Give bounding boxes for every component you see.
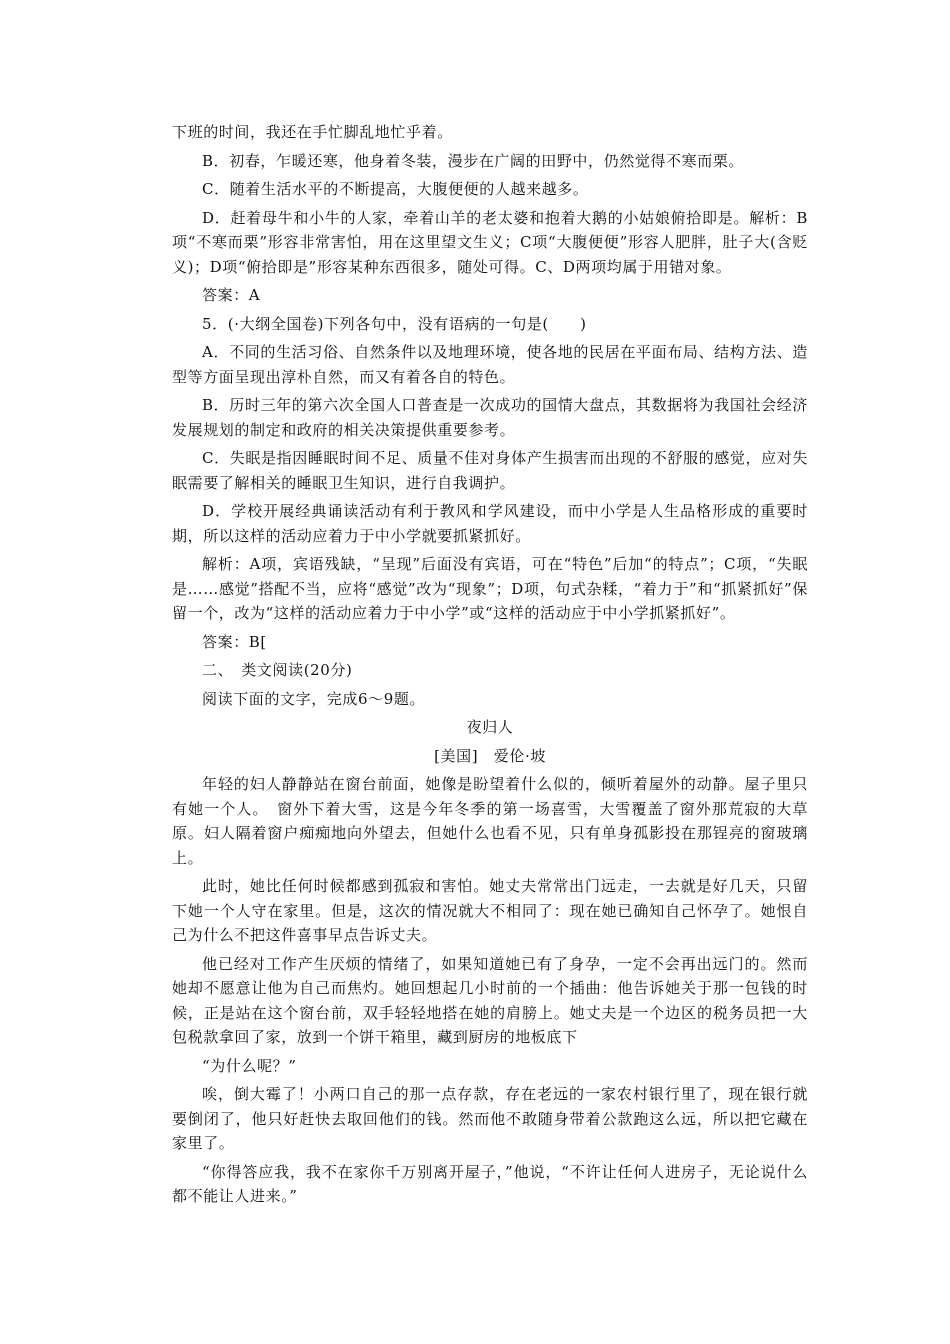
story-paragraph: 他已经对工作产生厌烦的情绪了，如果知道她已有了身孕，一定不会再出远门的。然而她却不愿意让他为自己而焦灼。她回想起几小时前的一个插曲：他告诉她关于那一包钱的时候，正是站在这个窗台前，双手轻轻地搭在她的肩膀上。她丈夫是一个边区的税务员把一大包税款拿回了家，放到一个饼干箱里，藏到厨房的地板底下	[172, 954, 808, 1046]
question5-option-d: D．学校开展经典诵读活动有利于教风和学风建设，而中小学是人生品格形成的重要时期，所以这样的活动应着力于中小学就要抓紧抓好。	[172, 502, 808, 545]
question5-analysis: 解析：A项，宾语残缺，“呈现”后面没有宾语，可在“特色”后加“的特点”；C项，“失眠是……感觉”搭配不当，应将“感觉”改为“现象”；D项，句式杂糅，“着力于”和“抓紧抓好”保留一个，改为“这样的活动应着力于中小学”或“这样的活动应于中小学抓紧抓好”。	[172, 555, 808, 622]
question5-stem: 5．(·大纲全国卷)下列各句中，没有语病的一句是( )	[202, 314, 587, 333]
story-title: 夜归人	[466, 718, 514, 736]
story-dialogue: “你得答应我，我不在家你千万别离开屋子，”他说，“不许让任何人进房子，无论说什么都不能让人进来。”	[172, 1162, 808, 1205]
question5-option-a: A．不同的生活习俗、自然条件以及地理环境，使各地的民居在平面布局、结构方法、造型等方面呈现出淳朴自然，而又有着各自的特色。	[172, 343, 808, 386]
story-dialogue: “为什么呢？”	[202, 1056, 297, 1075]
document-body	[172, 120, 808, 1213]
question4-option-a-continuation: 下班的时间，我还在手忙脚乱地忙乎着。	[172, 123, 453, 141]
story-paragraph: 此时，她比任何时候都感到孤寂和害怕。她丈夫常常出门远走，一去就是好几天，只留下她一个人守在家里。但是，这次的情况就大不相同了：现在她已确知自己怀孕了。她恨自己为什么不把这件喜事早点告诉丈夫。	[172, 877, 808, 944]
question4-answer: 答案：A	[202, 286, 261, 304]
question4-option-c: C．随着生活水平的不断提高，大腹便便的人越来越多。	[202, 180, 589, 198]
question5-option-c: C．失眠是指因睡眠时间不足、质量不佳对身体产生损害而出现的不舒服的感觉，应对失眠需要了解相关的睡眠卫生知识，进行自我调护。	[172, 449, 808, 492]
question5-option-b: B．历时三年的第六次全国人口普查是一次成功的国情大盘点，其数据将为我国社会经济发展规划的制定和政府的相关决策提供重要参考。	[172, 396, 808, 439]
story-paragraph: 唉，倒大霉了！小两口自己的那一点存款，存在老远的一家农村银行里了，现在银行就要倒闭了，他只好赶快去取回他们的钱。然而他不敢随身带着公款跑这么远，所以把它藏在家里了。	[172, 1085, 808, 1152]
question5-answer: 答案：B[	[202, 632, 267, 651]
section-heading: 二、 类文阅读(20分)	[202, 661, 353, 679]
question4-option-b: B．初春，乍暖还寒，他身着冬装，漫步在广阔的田野中，仍然觉得不寒而栗。	[202, 151, 745, 170]
story-author: [美国] 爱伦·坡	[434, 746, 546, 765]
reading-instruction: 阅读下面的文字，完成6～9题。	[202, 689, 426, 708]
story-paragraph: 年轻的妇人静静站在窗台前面，她像是盼望着什么似的，倾听着屋外的动静。屋子里只有她一个人。 窗外下着大雪，这是今年冬季的第一场喜雪，大雪覆盖了窗外那荒寂的大草原。妇人隔着窗户痴痴地向外望去，但她什么也看不见，只有单身孤影投在那锃亮的窗玻璃上。	[172, 775, 808, 867]
question4-option-d-and-analysis: D．赶着母牛和小牛的人家，牵着山羊的老太婆和抱着大鹅的小姑娘俯拾即是。解析：B项“不寒而栗”形容非常害怕，用在这里望文生义；C项“大腹便便”形容人肥胖，肚子大(含贬义)；D项“俯拾即是”形容某种东西很多，随处可得。C、D两项均属于用错对象。	[172, 208, 808, 276]
